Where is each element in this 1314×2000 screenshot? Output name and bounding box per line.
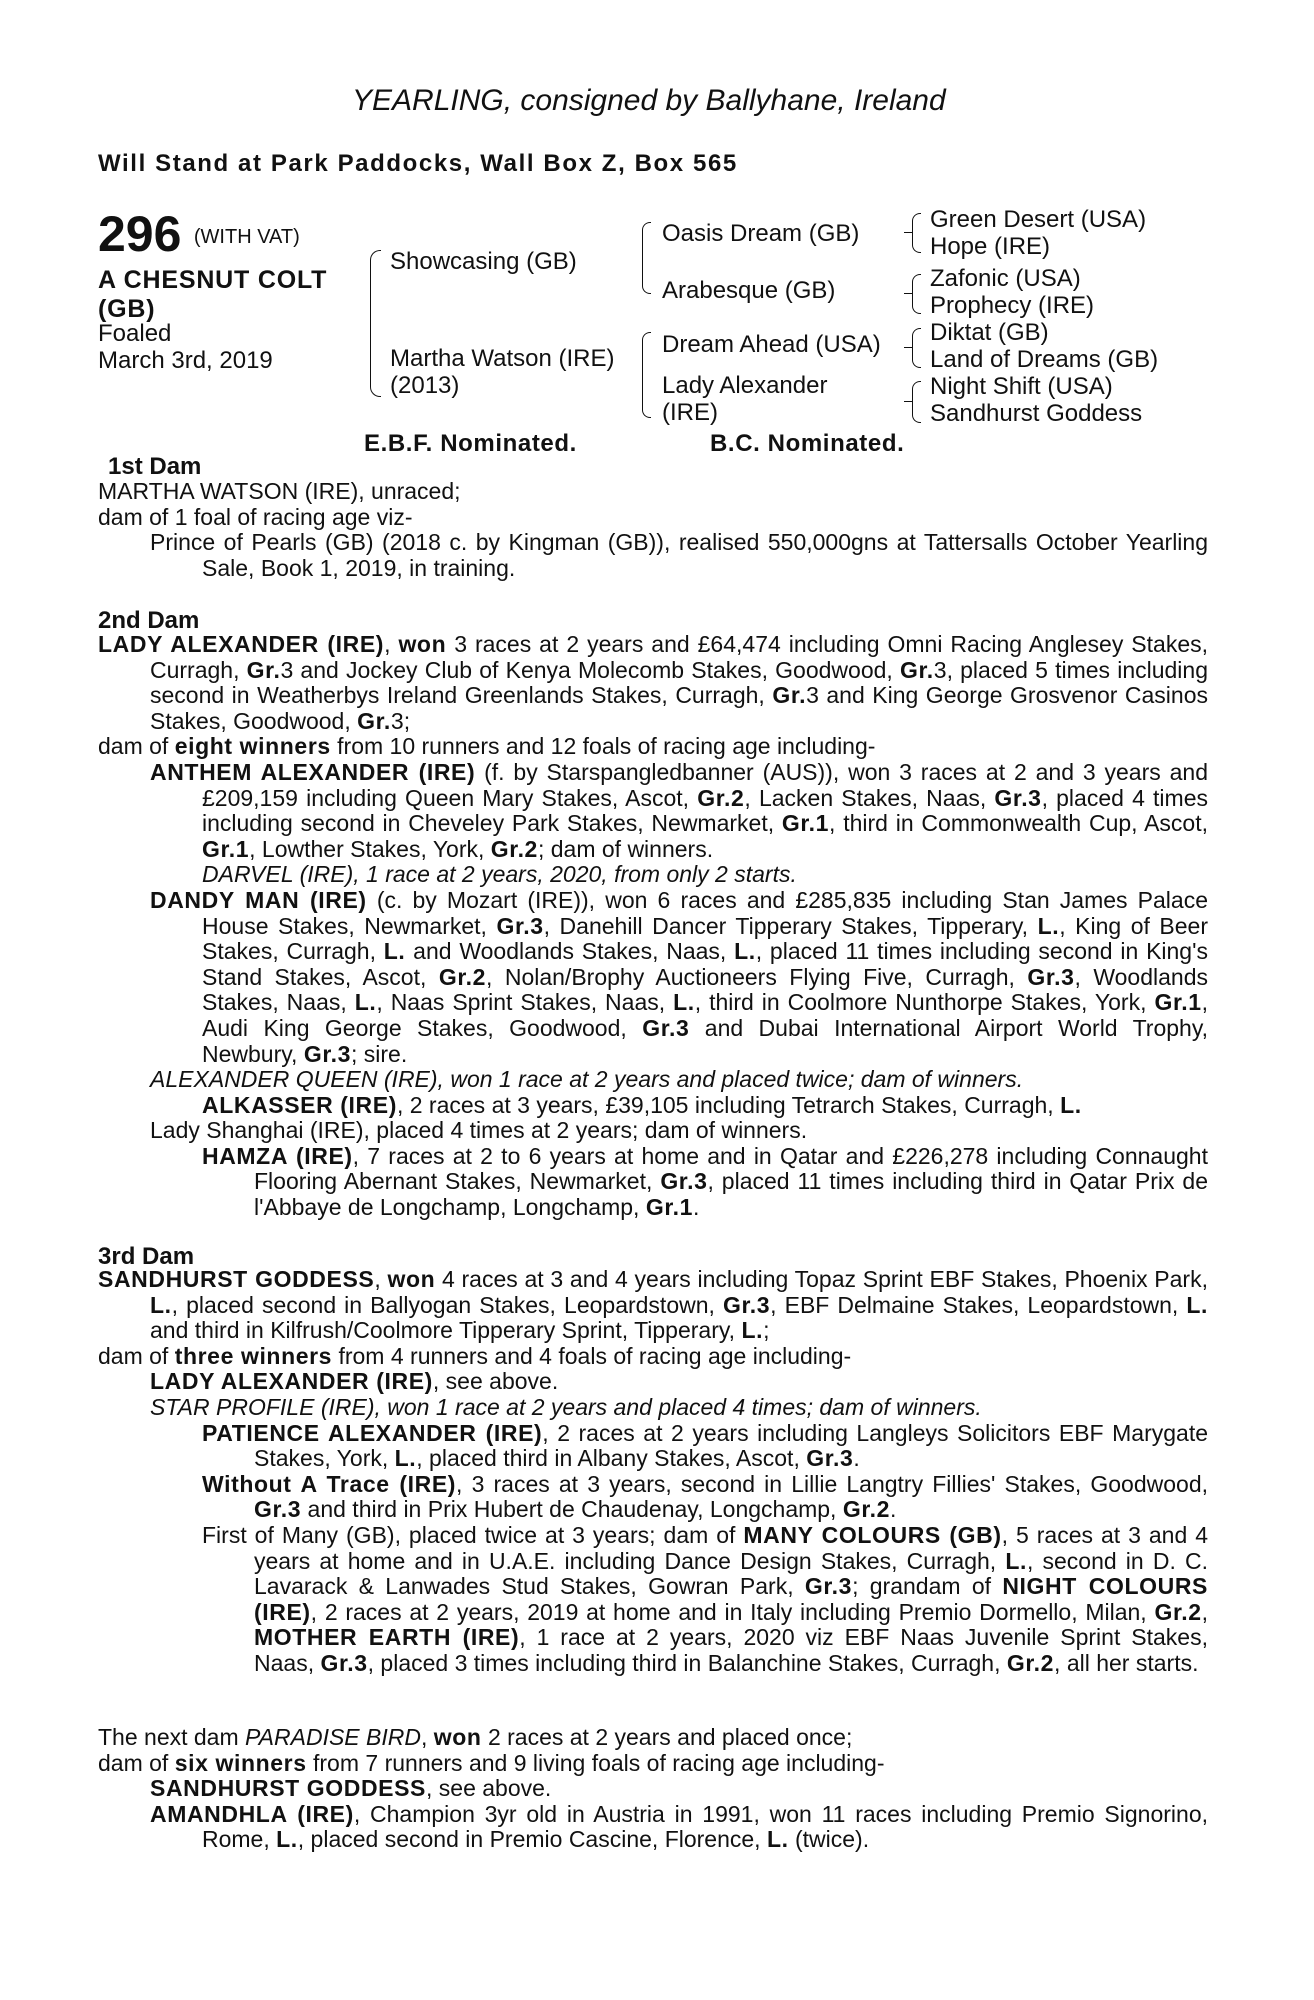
text-run: 4 races at 3 and 4 years including Topaz Sprint EBF Stakes, Phoenix Park, (435, 1266, 1208, 1292)
text-run: , placed third in Albany Stakes, Ascot, (416, 1445, 807, 1472)
text-run: Gr.2 (1006, 1649, 1055, 1676)
text-run: and King George Grosvenor Casinos Stakes, Goodwood, (150, 682, 1208, 734)
pedigree-brace-sire (642, 222, 651, 294)
text-run: , see above. (426, 1775, 552, 1802)
text-run: (f. by Starspangledbanner (AUS)), won 3 races at 2 and 3 years and £209,159 including Queen Mary Stakes, Ascot, (202, 758, 1208, 811)
pedigree-dam (390, 345, 615, 399)
pedigree-g2: Hope (IRE) (930, 233, 1051, 260)
text-run: Gr.2 (438, 963, 486, 990)
pedigree-sire-dam: Arabesque (GB) (662, 277, 836, 304)
text-run: dam of (98, 733, 175, 760)
next-dam-section (98, 1725, 1208, 1853)
entry-anthem-alexander (150, 760, 1208, 862)
text-run: , 2 races at 2 years, 2019 at home and in Italy including Premio Dormello, Milan, (310, 1598, 1155, 1625)
text-run: won (387, 1266, 436, 1292)
text-run: 3 (280, 656, 294, 683)
second-dam-main (98, 632, 1208, 734)
pedigree-g1: Green Desert (USA) (930, 206, 1147, 233)
pedigree-dam-dam-name: Lady Alexander (662, 372, 828, 399)
text-run: , second in D. C. Lavarack & Lanwades Stud Stakes, Gowran Park, (254, 1547, 1208, 1600)
text-run: ; (763, 1317, 770, 1344)
entry-amandhla (150, 1802, 1208, 1853)
entry-hamza (202, 1144, 1208, 1221)
text-run: won (433, 1724, 482, 1750)
text-run: and third in Kilfrush/Coolmore Tipperary Sprint, Tipperary, (150, 1317, 742, 1344)
text-run: Gr.3 (994, 784, 1042, 811)
lot-number-block (98, 208, 300, 260)
stand-location: Will Stand at Park Paddocks, Wall Box Z, Box 565 (98, 150, 738, 177)
third-dam-heading: 3rd Dam (98, 1243, 195, 1270)
text-run: L. (354, 989, 377, 1016)
entry-star-profile: STAR PROFILE (IRE), won 1 race at 2 years and placed 4 times; dam of winners. (150, 1393, 982, 1420)
horse-name-many-colours: MANY COLOURS (GB) (743, 1521, 1002, 1548)
text-run: (c. by Mozart (IRE)), won 6 races and £285,835 including Stan James Palace House Stakes, Newmarket, (202, 886, 1208, 939)
pedigree-dam-year: (2013) (390, 372, 460, 399)
ebf-nominated: E.B.F. Nominated. (364, 430, 577, 457)
text-run: Gr.2 (697, 784, 745, 811)
lot-number: 296 (98, 206, 182, 262)
text-run: , 2 races at 2 years including Langleys Solicitors EBF Marygate Stakes, York, (254, 1419, 1209, 1472)
text-run: and Jockey Club of Kenya Molecomb Stakes, Goodwood, (293, 656, 900, 683)
text-run: First of Many (GB), placed twice at 3 years; dam of (202, 1521, 744, 1548)
text-run: L. (1005, 1547, 1027, 1574)
text-run: , placed 11 times including second in King's Stand Stakes, Ascot, (202, 938, 1208, 990)
second-dam-produce (98, 734, 1208, 760)
text-run: , (1201, 1598, 1208, 1625)
horse-name-patience-alexander: PATIENCE ALEXANDER (IRE) (202, 1419, 543, 1446)
horse-name-anthem-alexander: ANTHEM ALEXANDER (IRE) (150, 758, 476, 785)
text-run: , see above. (432, 1368, 559, 1395)
foaled-block (98, 320, 273, 374)
brace-point (904, 293, 912, 294)
text-run: six winners (174, 1749, 307, 1776)
text-run: Gr.3 (660, 1168, 708, 1195)
text-run: Gr.3 (722, 1291, 771, 1318)
pedigree-brace-g12 (912, 213, 921, 253)
text-run: from 4 runners and 4 foals of racing age including- (332, 1342, 852, 1369)
pedigree-sire: Showcasing (GB) (390, 248, 577, 275)
text-run: Gr. (357, 707, 391, 734)
pedigree-g4: Prophecy (IRE) (930, 292, 1095, 319)
text-run: 3 (933, 656, 947, 683)
entry-lady-alexander (150, 1369, 1208, 1395)
text-run: , Danehill Dancer Tipperary Stakes, Tipperary, (543, 912, 1038, 939)
entry-lady-shanghai: Lady Shanghai (IRE), placed 4 times at 2 years; dam of winners. (150, 1117, 808, 1144)
brace-point (904, 232, 912, 233)
text-run: 2 races at 2 years and placed once; (481, 1724, 853, 1750)
text-run: , Lacken Stakes, Naas, (744, 784, 995, 811)
text-run: , all her starts. (1054, 1649, 1199, 1676)
text-run: Gr.3 (320, 1649, 368, 1676)
text-run: , Audi King George Stakes, Goodwood, (202, 989, 1208, 1041)
entry-darvel: DARVEL (IRE), 1 race at 2 years, 2020, from only 2 starts. (202, 861, 797, 888)
vat-note: (WITH VAT) (193, 226, 300, 248)
brace-point (904, 401, 912, 402)
text-run: 3 races at 2 years and £64,474 including Omni Racing Anglesey Stakes, Curragh, (150, 631, 1209, 683)
text-run: , placed 4 times including second in Cheveley Park Stakes, Newmarket, (202, 784, 1208, 837)
text-run: , placed 5 times including second in Weatherbys Ireland Greenlands Stakes, Curragh, (150, 656, 1208, 709)
text-run: ; dam of winners. (537, 835, 714, 862)
pedigree-dam-dam (662, 372, 827, 426)
first-dam-line1: MARTHA WATSON (IRE), unraced; (98, 478, 461, 504)
entry-alexander-queen: ALEXANDER QUEEN (IRE), won 1 race at 2 years and placed twice; dam of winners. (150, 1066, 1024, 1093)
next-dam-produce (98, 1751, 1208, 1777)
text-run: , placed second in Premio Cascine, Florence, (297, 1826, 767, 1853)
text-run: L. (766, 1826, 789, 1853)
horse-name-sandhurst-goddess: SANDHURST GODDESS (98, 1266, 375, 1292)
text-run: Gr.3 (254, 1496, 302, 1523)
text-run: Gr.3 (303, 1040, 351, 1067)
horse-name-without-a-trace: Without A Trace (IRE) (202, 1470, 457, 1497)
text-run: and third in Prix Hubert de Chaudenay, Longchamp, (301, 1496, 843, 1523)
horse-name-alkasser: ALKASSER (IRE) (202, 1091, 397, 1118)
page-title: YEARLING, consigned by Ballyhane, Ireland (352, 84, 946, 117)
entry-sandhurst-goddess (150, 1776, 1208, 1802)
pedigree-sire-sire: Oasis Dream (GB) (662, 220, 860, 247)
entry-first-of-many (202, 1523, 1208, 1677)
text-run: , third in Coolmore Nunthorpe Stakes, York, (694, 989, 1155, 1016)
text-run: , (384, 631, 399, 657)
pedigree-brace-g34 (912, 274, 921, 314)
second-dam-section (98, 632, 1208, 1221)
pedigree-dam-sire: Dream Ahead (USA) (662, 331, 881, 358)
text-run: Gr.2 (1154, 1598, 1202, 1625)
text-run: , 5 races at 3 and 4 years at home and in U.A.E. including Dance Design Stakes, Curragh, (254, 1521, 1209, 1574)
text-run: Gr.3 (804, 1573, 853, 1600)
horse-name-sandhurst-goddess-ref: SANDHURST GODDESS (150, 1775, 427, 1802)
pedigree-brace-main (370, 250, 381, 397)
horse-name-hamza: HAMZA (IRE) (202, 1142, 353, 1169)
lot-description (98, 266, 327, 324)
pedigree-dam-name: Martha Watson (IRE) (390, 345, 615, 372)
text-run: dam of (98, 1749, 175, 1776)
text-run: three winners (174, 1342, 333, 1369)
text-run: dam of (98, 1342, 175, 1369)
text-run: L. (383, 938, 406, 965)
text-run: won (398, 631, 447, 657)
text-run: Gr.1 (781, 810, 830, 837)
pedigree-g6: Land of Dreams (GB) (930, 346, 1159, 373)
entry-patience-alexander (202, 1421, 1208, 1472)
text-run: Gr.3 (496, 912, 544, 939)
entry-alkasser (202, 1093, 1208, 1119)
text-run: . (853, 1445, 860, 1472)
text-run: L. (1186, 1291, 1208, 1318)
third-dam-produce (98, 1344, 1208, 1370)
text-run: 3 (390, 707, 404, 734)
first-dam-section (98, 479, 1208, 581)
text-run: ; (403, 707, 411, 734)
first-dam-line2: dam of 1 foal of racing age viz- (98, 503, 413, 530)
text-run: Gr.3 (642, 1014, 690, 1041)
brace-point (904, 347, 912, 348)
text-run: (twice). (788, 1826, 870, 1853)
text-run: from 10 runners and 12 foals of racing age including- (330, 733, 876, 760)
text-run: and Woodlands Stakes, Naas, (405, 938, 735, 965)
next-dam-main (98, 1725, 1208, 1751)
text-run: Gr.1 (202, 835, 250, 862)
text-run: and Dubai International Airport World Trophy, Newbury, (202, 1014, 1209, 1067)
text-run: from 7 runners and 9 living foals of racing age including- (306, 1749, 885, 1776)
entry-dandy-man (150, 888, 1208, 1067)
lot-description-line1: A CHESNUT COLT (98, 266, 328, 294)
entry-without-a-trace (202, 1472, 1208, 1523)
text-run: . (890, 1496, 897, 1523)
horse-name-lady-alexander-ref: LADY ALEXANDER (IRE) (150, 1368, 433, 1395)
text-run: L. (276, 1826, 298, 1853)
pedigree-g5: Diktat (GB) (930, 319, 1049, 346)
horse-name-dandy-man: DANDY MAN (IRE) (150, 886, 367, 913)
pedigree-brace-g56 (912, 328, 921, 368)
text-run: . (693, 1194, 700, 1221)
horse-name-paradise-bird: PARADISE BIRD (245, 1724, 421, 1750)
text-run: , placed 11 times including third in Qatar Prix de l'Abbaye de Longchamp, Longchamp, (254, 1168, 1208, 1221)
text-run: The next dam (98, 1724, 246, 1750)
text-run: , 7 races at 2 to 6 years at home and in Qatar and £226,278 including Connaught Flooring Abernant Stakes, Newmarket, (254, 1142, 1208, 1195)
text-run: , (374, 1266, 388, 1292)
text-run: , (420, 1724, 434, 1750)
foaled-label: Foaled (98, 320, 172, 347)
text-run: Gr. (246, 656, 281, 683)
text-run: , Naas Sprint Stakes, Naas, (376, 989, 674, 1016)
text-run: L. (673, 989, 695, 1016)
third-dam-section (98, 1267, 1208, 1677)
text-run: , EBF Delmaine Stakes, Leopardstown, (770, 1291, 1187, 1318)
text-run: , 3 races at 3 years, second in Lillie Langtry Fillies' Stakes, Goodwood, (456, 1470, 1209, 1497)
text-run: 3 (806, 682, 819, 709)
horse-name-mother-earth: MOTHER EARTH (IRE) (254, 1624, 520, 1651)
text-run: , Nolan/Brophy Auctioneers Flying Five, Curragh, (485, 963, 1028, 990)
text-run: , 2 races at 3 years, £39,105 including Tetrarch Stakes, Curragh, (396, 1091, 1061, 1118)
text-run: , 1 race at 2 years, 2020 viz EBF Naas Juvenile Sprint Stakes, Naas, (254, 1624, 1208, 1676)
text-run: ; grandam of (852, 1573, 1003, 1600)
pedigree-brace-g78 (912, 381, 921, 423)
horse-name-night-colours: NIGHT COLOURS (IRE) (254, 1573, 1208, 1625)
text-run: L. (150, 1291, 172, 1318)
text-run: L. (734, 938, 756, 965)
text-run: , Champion 3yr old in Austria in 1991, won 11 races including Premio Signorino, Rome, (202, 1800, 1208, 1853)
first-dam-heading: 1st Dam (108, 453, 202, 480)
text-run: L. (394, 1445, 417, 1472)
horse-name-lady-alexander: LADY ALEXANDER (IRE) (98, 631, 385, 657)
text-run: Gr.2 (490, 835, 538, 862)
text-run: L. (1037, 912, 1060, 939)
pedigree-g8: Sandhurst Goddess (930, 400, 1143, 427)
text-run: Gr. (900, 656, 934, 683)
text-run: , King of Beer Stakes, Curragh, (202, 912, 1208, 965)
text-run: Gr. (772, 682, 807, 709)
text-run: , Lowther Stakes, York, (249, 835, 491, 862)
pedigree-dam-dam-country: (IRE) (662, 399, 718, 426)
text-run: , third in Commonwealth Cup, Ascot, (829, 810, 1208, 837)
text-run: Gr.1 (1154, 989, 1202, 1016)
text-run: Gr.2 (842, 1496, 890, 1523)
text-run: L. (1060, 1091, 1082, 1118)
pedigree-g3: Zafonic (USA) (930, 265, 1081, 292)
text-run: L. (741, 1317, 764, 1344)
text-run: Gr.3 (1027, 963, 1075, 990)
text-run: ; sire. (350, 1040, 408, 1067)
second-dam-heading: 2nd Dam (98, 607, 200, 634)
pedigree-g7: Night Shift (USA) (930, 373, 1113, 400)
text-run: Gr.1 (645, 1194, 693, 1221)
text-run: Gr.3 (806, 1445, 854, 1472)
third-dam-main (98, 1267, 1208, 1344)
text-run: eight winners (174, 733, 331, 760)
text-run: , Woodlands Stakes, Naas, (202, 963, 1208, 1016)
bc-nominated: B.C. Nominated. (710, 430, 905, 457)
lot-description-line2: (GB) (98, 295, 156, 323)
text-run: , placed 3 times including third in Balanchine Stakes, Curragh, (367, 1649, 1007, 1676)
horse-name-amandhla: AMANDHLA (IRE) (150, 1800, 354, 1827)
text-run: , placed second in Ballyogan Stakes, Leopardstown, (171, 1291, 723, 1318)
first-dam-prince: Prince of Pearls (GB) (2018 c. by Kingman (GB)), realised 550,000gns at Tattersalls October Yearling Sale, Book 1, 2019, in training. (150, 529, 1208, 581)
pedigree-brace-dam (642, 332, 651, 418)
foaled-date: March 3rd, 2019 (98, 347, 273, 374)
